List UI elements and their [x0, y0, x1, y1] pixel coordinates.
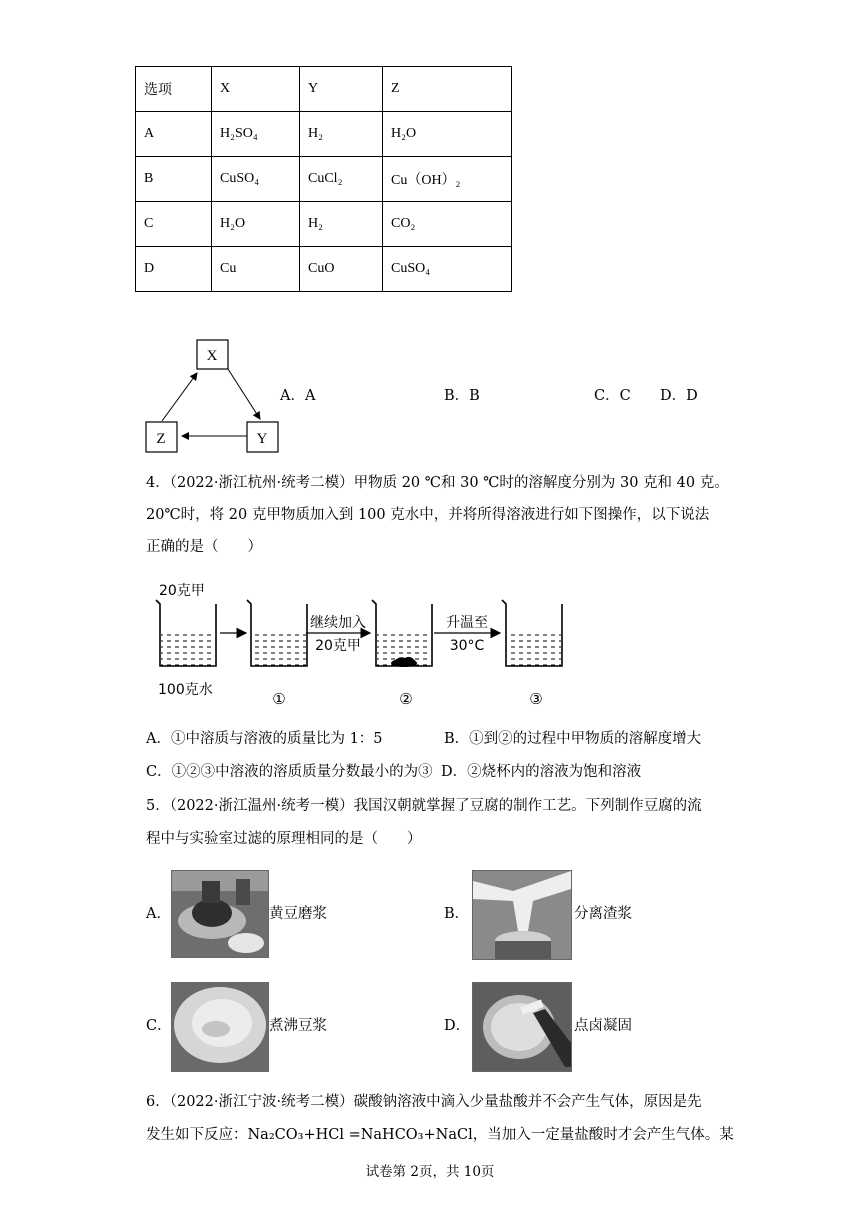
- table-cell: Cu: [212, 247, 300, 292]
- boiling-soymilk-photo: [171, 982, 269, 1072]
- q5-option-a-caption: 黄豆磨浆: [269, 906, 327, 922]
- table-cell: B: [136, 157, 212, 202]
- page-footer: 试卷第 2页，共 10页: [365, 1164, 495, 1180]
- beaker-initial: [156, 600, 216, 666]
- table-row: [136, 247, 512, 292]
- arrow2-bottom-label: 20克甲: [315, 638, 361, 654]
- q5-option-d-caption: 点卤凝固: [574, 1018, 632, 1034]
- table-cell: CO₂: [383, 202, 512, 247]
- beaker-2: [372, 600, 432, 667]
- arrow-x-to-y: [228, 369, 260, 419]
- q3-option-b: B．B: [444, 388, 480, 404]
- q5-option-d-letter: D．: [444, 1018, 471, 1034]
- arrow3-top-label: 升温至: [446, 615, 488, 631]
- q5-option-c-letter: C．: [146, 1018, 172, 1034]
- table-row: [136, 112, 512, 157]
- q5-option-c-caption: 煮沸豆浆: [269, 1018, 327, 1034]
- bottom-label: 100克水: [158, 682, 213, 698]
- q4-option-d: D．②烧杯内的溶液为饱和溶液: [441, 764, 642, 780]
- top-label: 20克甲: [159, 583, 205, 599]
- beaker-process-diagram: [150, 578, 570, 713]
- q5-stem-line2: 程中与实验室过滤的原理相同的是（ ）: [146, 831, 422, 847]
- table-cell: A: [136, 112, 212, 157]
- coagulating-photo: [472, 982, 572, 1072]
- q3-option-c: C．C: [594, 388, 631, 404]
- q4-option-b: B．①到②的过程中甲物质的溶解度增大: [444, 731, 702, 747]
- table-header-row: [136, 67, 512, 112]
- q3-option-d: D．D: [660, 388, 698, 404]
- q3-option-a: A．A: [280, 388, 316, 404]
- xyz-cycle-diagram: [140, 335, 290, 460]
- q5-option-b-letter: B．: [444, 906, 470, 922]
- q4-stem-line1: 4．（2022·浙江杭州·统考二模）甲物质 20 ℃和 30 ℃时的溶解度分别为 30 克和 40 克。: [146, 475, 729, 491]
- beaker-3: [502, 600, 562, 666]
- arrow-z-to-x: [162, 373, 197, 421]
- node-x-label: X: [206, 348, 218, 364]
- separating-pulp-photo: [472, 870, 572, 960]
- table-row: [136, 202, 512, 247]
- table-cell: H₂O: [383, 112, 512, 157]
- arrow2-top-label: 继续加入: [310, 615, 366, 631]
- q5-stem-line1: 5．（2022·浙江温州·统考一模）我国汉朝就掌握了豆腐的制作工艺。下列制作豆腐的流: [146, 798, 702, 814]
- q6-stem-line1: 6．（2022·浙江宁波·统考二模）碳酸钠溶液中滴入少量盐酸并不会产生气体，原因是先: [146, 1094, 702, 1110]
- table-cell: CuO: [300, 247, 383, 292]
- table-cell: CuSO₄: [383, 247, 512, 292]
- beaker-1: [247, 600, 307, 666]
- table-header-cell: Z: [383, 67, 512, 112]
- q4-option-a: A．①中溶质与溶液的质量比为 1：5: [146, 731, 383, 747]
- table-cell: D: [136, 247, 212, 292]
- table-header-cell: 选项: [136, 67, 212, 112]
- table-cell: Cu（OH）₂: [383, 157, 512, 202]
- circle-label-3: ③: [529, 690, 543, 708]
- q6-stem-line2: 发生如下反应：Na₂CO₃+HCl =NaHCO₃+NaCl，当加入一定量盐酸时才会产生气体。某: [146, 1127, 734, 1143]
- q5-option-b-caption: 分离渣浆: [574, 906, 632, 922]
- table-row: [136, 157, 512, 202]
- node-y-label: Y: [256, 431, 268, 447]
- node-z-label: Z: [156, 431, 166, 447]
- q4-stem-line2: 20℃时，将 20 克甲物质加入到 100 克水中，并将所得溶液进行如下图操作，以下说法: [146, 507, 710, 523]
- table-cell: H₂: [300, 112, 383, 157]
- q4-option-c: C．①②③中溶液的溶质质量分数最小的为③: [146, 764, 433, 780]
- table-cell: CuSO₄: [212, 157, 300, 202]
- table-cell: H₂SO₄: [212, 112, 300, 157]
- table-cell: H₂O: [212, 202, 300, 247]
- arrow3-bottom-label: 30°C: [449, 638, 485, 654]
- table-cell: H₂: [300, 202, 383, 247]
- q5-option-a-letter: A．: [146, 906, 171, 922]
- table-header-cell: Y: [300, 67, 383, 112]
- table-cell: C: [136, 202, 212, 247]
- circle-label-1: ①: [272, 690, 286, 708]
- q4-stem-line3: 正确的是（ ）: [146, 539, 262, 555]
- table-cell: CuCl₂: [300, 157, 383, 202]
- circle-label-2: ②: [399, 690, 413, 708]
- options-table: [135, 66, 512, 292]
- table-header-cell: X: [212, 67, 300, 112]
- soybean-grinding-photo: [171, 870, 269, 958]
